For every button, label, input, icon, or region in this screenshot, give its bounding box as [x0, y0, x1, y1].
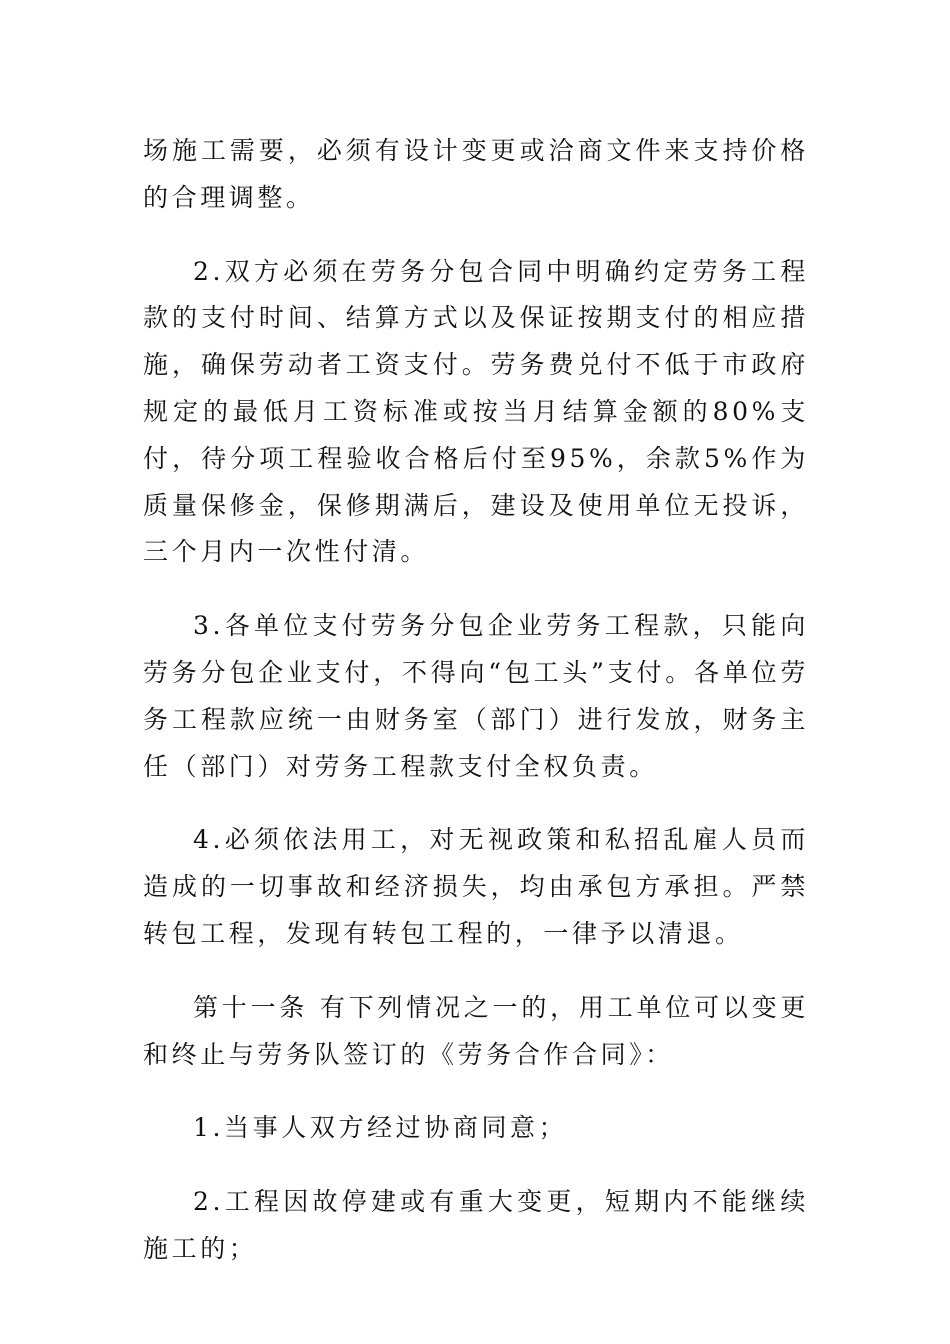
- paragraph-item-3-payee: 3.各单位支付劳务分包企业劳务工程款，只能向劳务分包企业支付，不得向“包工头”支付。各单位劳务工程款应统一由财务室（部门）进行发放，财务主任（部门）对劳务工程款支付全权负责。: [143, 611, 809, 781]
- paragraph-article-11-item-2: 2.工程因故停建或有重大变更，短期内不能继续施工的；: [143, 1187, 809, 1263]
- paragraph-item-4-lawful-employment: 4.必须依法用工，对无视政策和私招乱雇人员而造成的一切事故和经济损失，均由承包方承担。严禁转包工程，发现有转包工程的，一律予以清退。: [143, 825, 809, 948]
- paragraph-continuation: 场施工需要，必须有设计变更或洽商文件来支持价格的合理调整。: [143, 136, 809, 212]
- paragraph-article-11: 第十一条 有下列情况之一的，用工单位可以变更和终止与劳务队签订的《劳务合作合同》：: [143, 992, 809, 1069]
- paragraph-article-11-item-1: 1.当事人双方经过协商同意；: [193, 1113, 568, 1143]
- paragraph-item-2-payment: 2.双方必须在劳务分包合同中明确约定劳务工程款的支付时间、结算方式以及保证按期支付的相应措施，确保劳动者工资支付。劳务费兑付不低于市政府规定的最低月工资标准或按当月结算金额的80%支付，待分项工程验收合格后付至95%，余款5%作为质量保修金，保修期满后，建设及使用单位无投诉，三个月内一次性付清。: [143, 256, 809, 567]
- document-body: [143, 128, 809, 1300]
